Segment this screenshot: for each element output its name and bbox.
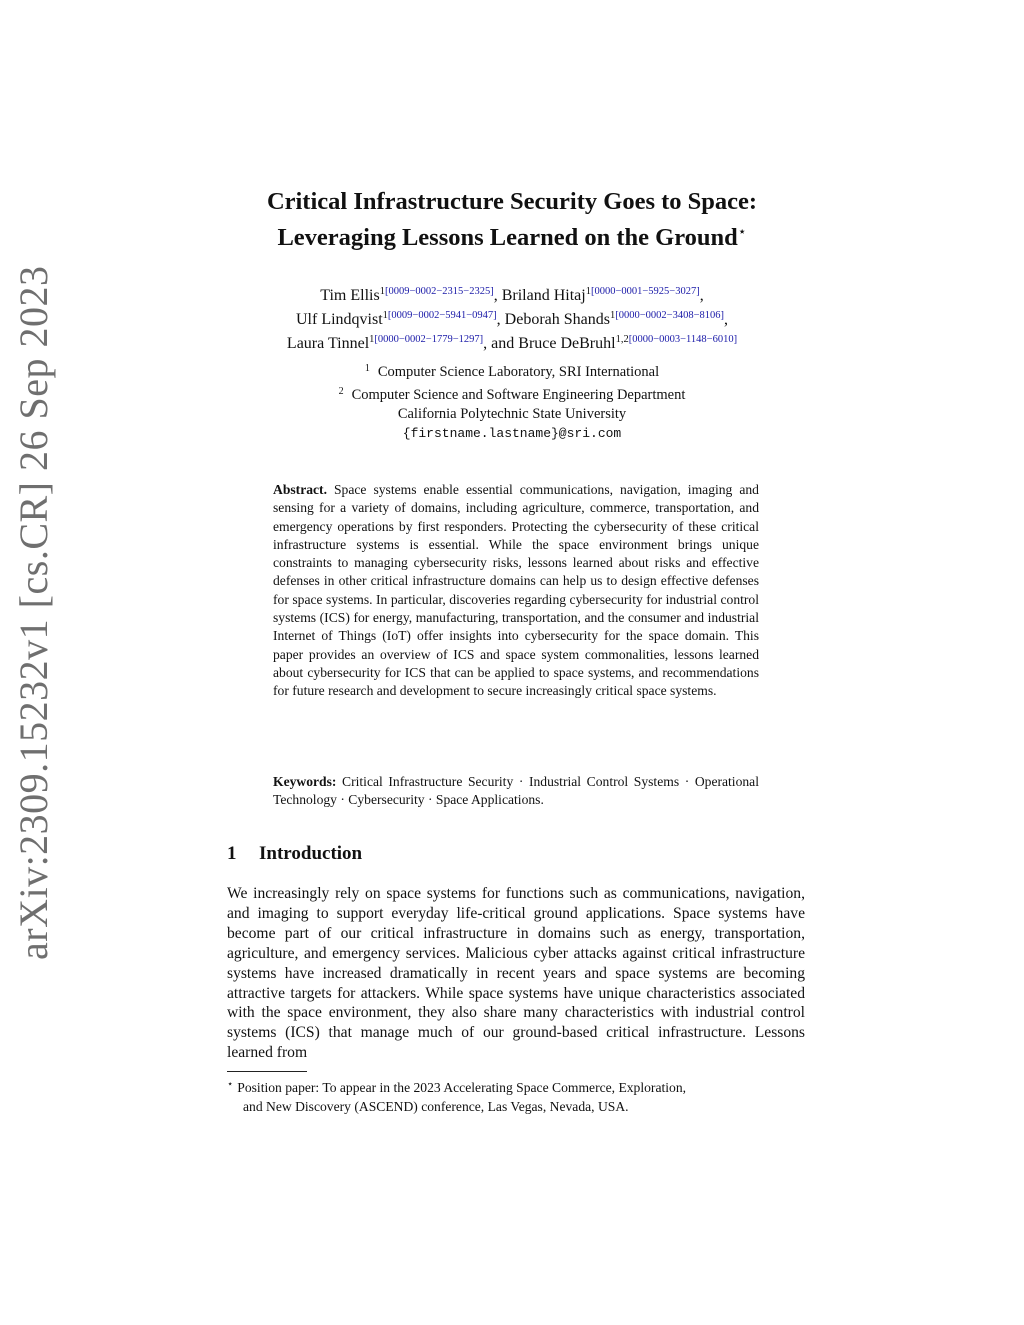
author-name: Laura Tinnel: [286, 335, 370, 352]
author-name: Ulf Lindqvist: [295, 311, 383, 328]
affiliation-1: [150, 359, 874, 382]
title-line-2: [150, 217, 874, 253]
abstract-label: Abstract.: [273, 482, 327, 497]
footnote-line-1: [227, 1076, 807, 1098]
author-name: Tim Ellis: [320, 287, 380, 304]
author-line-2: [150, 306, 874, 330]
affiliation-number: 1: [364, 363, 370, 374]
author-orcid-link[interactable]: [0000−0002−3408−8106]: [615, 310, 724, 321]
affiliation-text: Computer Science Laboratory, SRI International: [377, 364, 660, 380]
title-line-2-text: Leveraging Lessons Learned on the Ground: [277, 224, 738, 251]
author-separator: , and: [483, 335, 519, 352]
author-line-1: [150, 282, 874, 306]
author-separator: ,: [493, 287, 502, 304]
author-name: Deborah Shands: [504, 311, 610, 328]
author-orcid-link[interactable]: [0000−0003−1148−6010]: [628, 334, 738, 345]
author-affiliation-sup: 1: [382, 310, 388, 321]
author-separator: ,: [724, 311, 728, 328]
author-affiliation-sup: 1: [369, 334, 375, 345]
contact-email[interactable]: {firstname.lastname}@sri.com: [402, 426, 622, 441]
abstract-text: Space systems enable essential communications, navigation, imaging and sensing for a variety of domains, including agriculture, commerce, transportation, and emergency operations by first responders. Protecting the cybersecurity of these critical infrastructure systems is essential. While the space environment brings unique constraints to managing cybersecurity risks, lessons learned about risks and effective defenses in other critical infrastructure domains can help us to design effective defenses for space systems. In particular, discoveries regarding cybersecurity for industrial control systems (ICS) for energy, manufacturing, transportation, and the consumer and industrial Internet of Things (IoT) offer insights into cybersecurity for the space domain. This paper provides an overview of ICS and space system commonalities, lessons learned about cybersecurity for ICS that can be applied to space systems, and recommendations for future research and development to secure increasingly critical space systems.: [273, 482, 759, 699]
author-orcid-link[interactable]: [0009−0002−5941−0947]: [387, 310, 497, 321]
title-footnote-star: ⋆: [737, 225, 747, 240]
author-affiliation-sup: 1: [379, 286, 385, 297]
affiliation-2: [150, 382, 874, 405]
affiliation-number: 2: [338, 386, 344, 397]
author-orcid-link[interactable]: [0009−0002−2315−2325]: [384, 286, 494, 297]
author-affiliation-sup: 1,2: [615, 334, 629, 345]
author-affiliation-sup: 1: [609, 310, 616, 321]
section-title: Introduction: [259, 843, 363, 864]
author-line-3: [150, 330, 874, 354]
title-line-1: Critical Infrastructure Security Goes to Space:: [266, 188, 758, 215]
affiliation-text: Computer Science and Software Engineering Department: [351, 387, 686, 403]
paper-title: [150, 186, 874, 253]
footnote-text: Position paper: To appear in the 2023 Accelerating Space Commerce, Exploration,: [237, 1080, 687, 1095]
footnote-line-2: and New Discovery (ASCEND) conference, Las Vegas, Nevada, USA.: [243, 1098, 629, 1114]
affiliation-2-line-2: California Polytechnic State University: [397, 406, 627, 422]
author-separator: ,: [496, 311, 505, 328]
keywords: [273, 773, 759, 810]
author-list: [150, 282, 874, 354]
arxiv-identifier-stamp: arXiv:2309.15232v1 [cs.CR] 26 Sep 2023: [11, 265, 56, 960]
author-name: Briland Hitaj: [501, 287, 586, 304]
author-affiliation-sup: 1: [585, 286, 591, 297]
author-orcid-link[interactable]: [0000−0002−1779−1297]: [374, 334, 484, 345]
intro-paragraph: We increasingly rely on space systems for functions such as communications, navigation, and imaging to support everyday life-critical ground applications. Space systems have become part of our critical infrastructure in domains such as energy, transportation, agriculture, and emergency services. Malicious cyber attacks against critical infrastructure systems have increased dramatically in recent years and space systems are becoming attractive targets for attackers. While space systems have unique characteristics associated with the space environment, they also share many characteristics with industrial control systems (ICS) that manage much of our ground-based critical infrastructure. Lessons learned from: [227, 885, 805, 1062]
keywords-label: Keywords:: [273, 774, 337, 789]
section-heading-introduction: [227, 842, 727, 866]
abstract: [273, 481, 759, 701]
author-name: Bruce DeBruhl: [518, 335, 616, 352]
author-orcid-link[interactable]: [0000−0001−5925−3027]: [590, 286, 700, 297]
section-number: 1: [227, 843, 237, 864]
keywords-text: Critical Infrastructure Security · Industrial Control Systems · Operational Technology · Cybersecurity · Space Applications.: [273, 774, 759, 808]
author-separator: ,: [699, 287, 704, 304]
footnote-divider: [227, 1071, 307, 1072]
footnote: [227, 1076, 807, 1116]
affiliations: [150, 359, 874, 443]
footnote-star: ⋆: [227, 1079, 234, 1090]
